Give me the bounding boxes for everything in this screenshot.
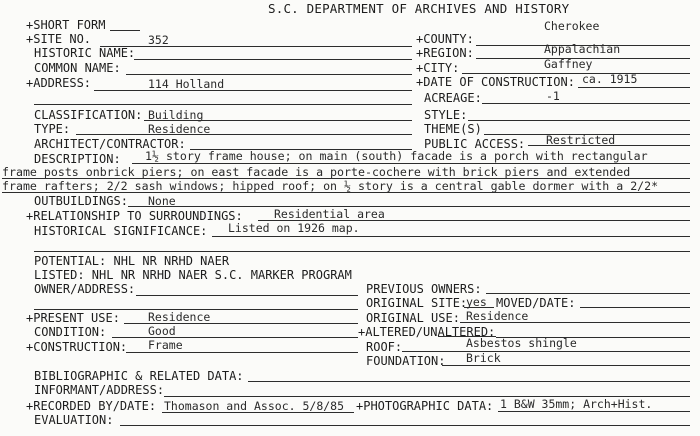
- bibliographic-line: [248, 381, 690, 382]
- evaluation-label: EVALUATION:: [34, 413, 114, 427]
- city-line: [462, 73, 690, 74]
- city-value: Gaffney: [544, 57, 593, 71]
- original-use-value: Residence: [466, 309, 529, 323]
- architect-label: ARCHITECT/CONTRACTOR:: [34, 137, 186, 151]
- evaluation-line: [120, 425, 690, 426]
- original-site-line: [464, 307, 494, 308]
- outbuildings-value: None: [148, 194, 176, 208]
- address-line: [94, 90, 412, 91]
- historical-significance-line-2: [34, 251, 690, 252]
- condition-label: CONDITION:: [34, 325, 107, 339]
- historical-significance-label: HISTORICAL SIGNIFICANCE:: [34, 224, 208, 238]
- previous-owners-line: [486, 293, 690, 294]
- historical-significance-line: [212, 236, 690, 237]
- common-name-line: [126, 74, 412, 75]
- form-title: S.C. DEPARTMENT OF ARCHIVES AND HISTORY: [268, 1, 570, 16]
- present-use-value: Residence: [148, 310, 211, 324]
- public-access-value: Restricted: [546, 133, 616, 147]
- foundation-label: FOUNDATION:: [366, 354, 446, 368]
- site-no-line: [100, 46, 412, 47]
- photographic-line: [498, 411, 690, 412]
- acreage-value: -1: [546, 89, 560, 103]
- recorded-by-value: Thomason and Assoc. 5/8/85: [164, 399, 345, 413]
- original-site-label: ORIGINAL SITE:: [366, 296, 468, 310]
- public-access-label: PUBLIC ACCESS:: [424, 137, 526, 151]
- style-line: [468, 120, 690, 121]
- historical-significance-value: Listed on 1926 map.: [228, 221, 360, 235]
- acreage-line: [482, 103, 690, 104]
- photographic-label: +PHOTOGRAPHIC DATA:: [356, 399, 494, 413]
- roof-value: Asbestos shingle: [466, 336, 577, 350]
- address-value: 114 Holland: [148, 77, 225, 91]
- previous-owners-label: PREVIOUS OWNERS:: [366, 282, 482, 296]
- bibliographic-label: BIBLIOGRAPHIC & RELATED DATA:: [34, 369, 244, 383]
- type-label: TYPE:: [34, 122, 71, 136]
- classification-value: Building: [148, 108, 204, 122]
- construction-value: Frame: [148, 338, 183, 352]
- potential-label: POTENTIAL: NHL NR NRHD NAER: [34, 254, 230, 268]
- description-line-2: frame posts onbrick piers; on east facade is a porte-cochere with brick piers and extended: [2, 165, 631, 179]
- construction-label: +CONSTRUCTION:: [26, 340, 128, 354]
- historic-name-label: HISTORIC NAME:: [34, 46, 136, 60]
- outbuildings-label: OUTBUILDINGS:: [34, 194, 128, 208]
- theme-label: THEME(S): [424, 122, 482, 136]
- description-label: DESCRIPTION:: [34, 152, 121, 166]
- address-label: +ADDRESS:: [26, 76, 92, 90]
- type-line: [76, 134, 412, 135]
- moved-date-line: [580, 307, 690, 308]
- roof-label: ROOF:: [366, 340, 403, 354]
- short-form-label: +SHORT FORM: [26, 18, 106, 32]
- moved-date-label: MOVED/DATE:: [496, 296, 576, 310]
- original-use-line: [460, 322, 690, 323]
- altered-label: +ALTERED/UNALTERED:: [358, 325, 496, 339]
- date-construction-line: [578, 87, 690, 88]
- original-site-value: yes: [466, 295, 487, 309]
- owner-address-label: OWNER/ADDRESS:: [34, 282, 136, 296]
- county-label: +COUNTY:: [416, 32, 474, 46]
- common-name-label: COMMON NAME:: [34, 61, 121, 75]
- region-label: +REGION:: [416, 46, 474, 60]
- relationship-label: +RELATIONSHIP TO SURROUNDINGS:: [26, 209, 243, 223]
- historic-name-line: [134, 59, 412, 60]
- owner-address-line: [136, 295, 358, 296]
- informant-label: INFORMANT/ADDRESS:: [34, 383, 165, 397]
- city-label: +CITY:: [416, 61, 460, 75]
- construction-line: [126, 352, 358, 353]
- recorded-by-line: [162, 412, 354, 413]
- county-value: Cherokee: [544, 19, 600, 33]
- present-use-label: +PRESENT USE:: [26, 311, 120, 325]
- region-value: Appalachian: [544, 42, 621, 56]
- description-underline-3: [2, 192, 690, 193]
- type-value: Residence: [148, 122, 211, 136]
- foundation-line: [442, 365, 690, 366]
- site-no-value: 352: [148, 33, 169, 47]
- description-underline-1: [132, 163, 690, 164]
- style-label: STYLE:: [424, 108, 468, 122]
- date-construction-label: +DATE OF CONSTRUCTION:: [416, 75, 575, 89]
- description-line-3: frame rafters; 2/2 sash windows; hipped roof; on ½ story is a central gable dormer with a 2/2*: [2, 179, 659, 193]
- short-form-line: [110, 30, 140, 31]
- relationship-value: Residential area: [274, 207, 385, 221]
- roof-line: [402, 351, 690, 352]
- public-access-line: [528, 145, 690, 146]
- photographic-value: 1 B&W 35mm; Arch+Hist.: [500, 397, 653, 411]
- classification-label: CLASSIFICATION:: [34, 108, 143, 122]
- condition-value: Good: [148, 324, 176, 338]
- listed-label: LISTED: NHL NR NRHD NAER S.C. MARKER PROGRAM: [34, 268, 352, 282]
- date-construction-value: ca. 1915: [582, 72, 638, 86]
- outbuildings-line: [128, 206, 690, 207]
- address-line-2: [34, 104, 412, 105]
- classification-line: [144, 120, 412, 121]
- original-use-label: ORIGINAL USE:: [366, 311, 460, 325]
- description-line-1: 1½ story frame house; on main (south) facade is a porch with rectangular: [145, 149, 648, 163]
- foundation-value: Brick: [466, 351, 501, 365]
- acreage-label: ACREAGE:: [424, 91, 482, 105]
- recorded-by-label: +RECORDED BY/DATE:: [26, 399, 157, 413]
- site-no-label: +SITE NO.: [26, 32, 92, 46]
